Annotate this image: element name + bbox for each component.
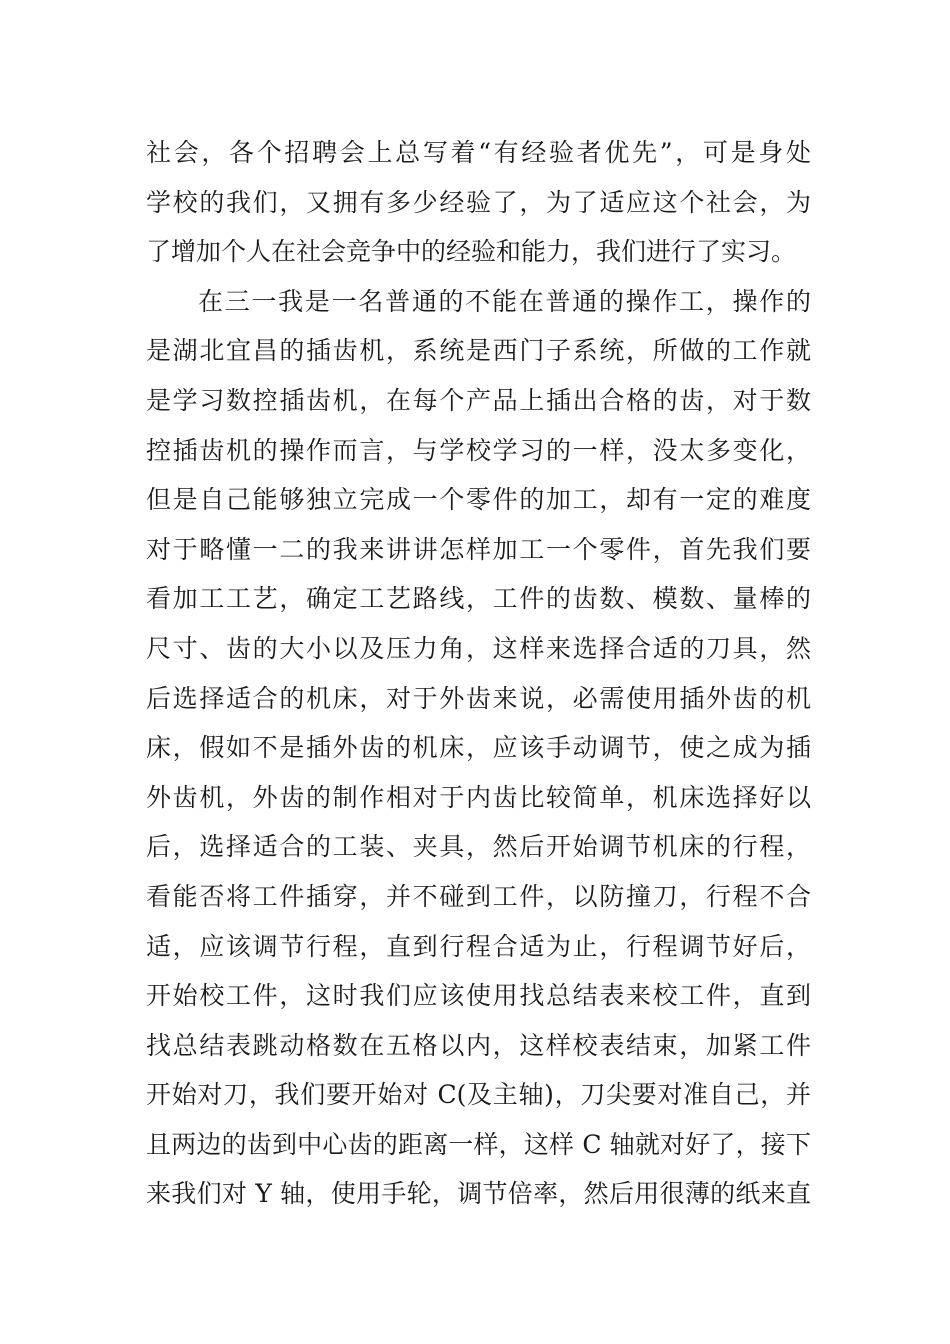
text-line: 看能否将工件插穿，并不碰到工件，以防撞刀，行程不合 <box>146 881 811 911</box>
paragraph-first-line: 在三一我是一名普通的不能在普通的操作工，操作的 <box>198 286 811 316</box>
text-line: 且两边的齿到中心齿的距离一样，这样 C 轴就对好了，接下 <box>146 1129 811 1159</box>
text-line: 来我们对 Y 轴，使用手轮，调节倍率，然后用很薄的纸来直 <box>146 1179 811 1209</box>
text-line: 开始校工件，这时我们应该使用找总结表来校工件，直到 <box>146 981 811 1011</box>
text-line: 找总结表跳动格数在五格以内，这样校表结束，加紧工件 <box>146 1030 811 1060</box>
text-line: 适，应该调节行程，直到行程合适为止，行程调节好后， <box>146 931 811 961</box>
text-line: 后，选择适合的工装、夹具，然后开始调节机床的行程， <box>146 832 811 862</box>
text-line: 是湖北宜昌的插齿机，系统是西门子系统，所做的工作就 <box>146 336 811 366</box>
text-line: 对于略懂一二的我来讲讲怎样加工一个零件，首先我们要 <box>146 534 811 564</box>
text-line: 控插齿机的操作而言，与学校学习的一样，没太多变化， <box>146 435 811 465</box>
text-line: 外齿机，外齿的制作相对于内齿比较简单，机床选择好以 <box>146 782 811 812</box>
text-line: 尺寸、齿的大小以及压力角，这样来选择合适的刀具，然 <box>146 633 811 663</box>
text-line: 开始对刀，我们要开始对 C(及主轴)，刀尖要对准自己，并 <box>146 1080 811 1110</box>
text-line: 社会，各个招聘会上总写着“有经验者优先”，可是身处 <box>146 138 811 167</box>
text-line: 学校的我们，又拥有多少经验了，为了适应这个社会，为 <box>146 187 811 217</box>
body-text <box>146 128 811 1219</box>
text-line: 看加工工艺，确定工艺路线，工件的齿数、模数、量棒的 <box>146 584 811 614</box>
text-line: 床，假如不是插外齿的机床，应该手动调节，使之成为插 <box>146 733 811 763</box>
text-line: 是学习数控插齿机，在每个产品上插出合格的齿，对于数 <box>146 385 811 415</box>
text-line: 后选择适合的机床，对于外齿来说，必需使用插外齿的机 <box>146 683 811 713</box>
text-line: 了增加个人在社会竞争中的经验和能力，我们进行了实习。 <box>146 237 797 267</box>
text-line: 但是自己能够独立完成一个零件的加工，却有一定的难度 <box>146 485 811 515</box>
